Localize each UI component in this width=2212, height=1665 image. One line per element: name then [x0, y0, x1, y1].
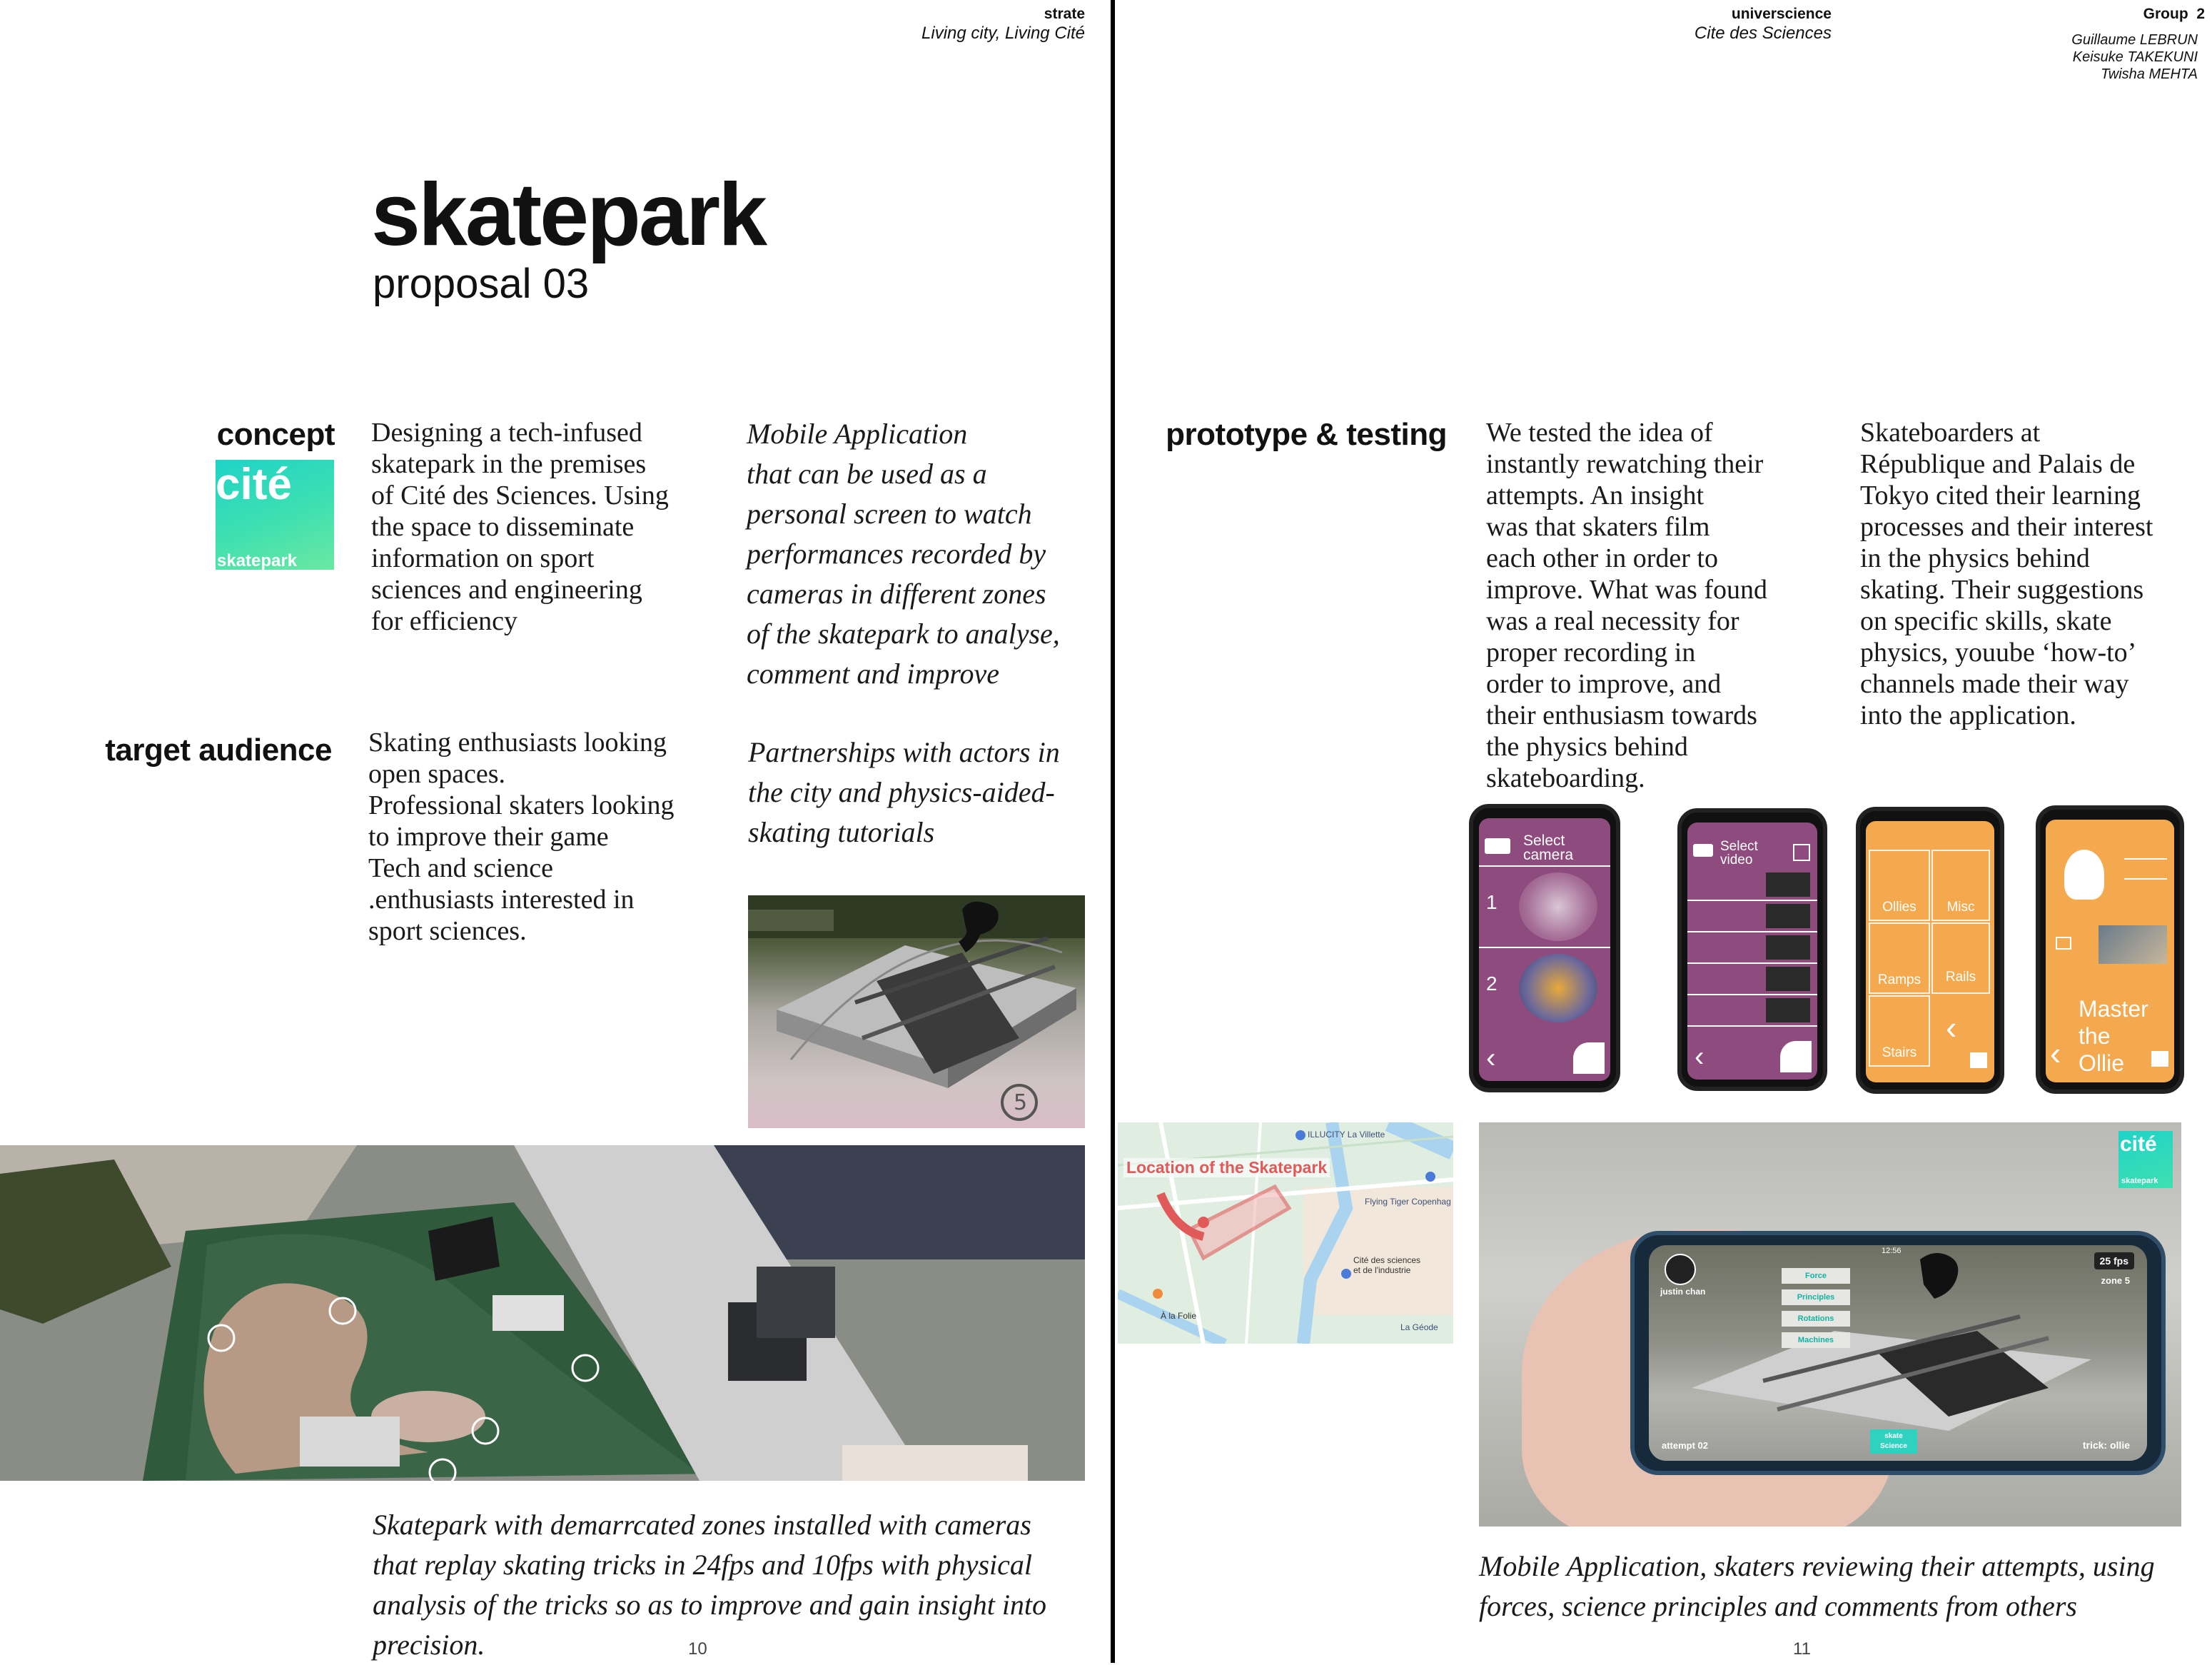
- physics-menu: [1782, 1268, 1850, 1348]
- big-heading-line: Master: [2079, 996, 2148, 1022]
- page-subtitle: proposal 03: [373, 261, 590, 307]
- attempt-label: attempt 02: [1662, 1440, 1709, 1451]
- concept-italic-line: performances recorded by: [747, 538, 1046, 570]
- play-icon[interactable]: [2056, 937, 2071, 950]
- camera-thumb: [1519, 872, 1597, 941]
- prototype-line: order to improve, and: [1486, 669, 1722, 699]
- group-label: Group 2: [2143, 6, 2205, 22]
- button-line: Science: [1880, 1442, 1907, 1450]
- camera-icon: [1693, 844, 1713, 857]
- skate-rail-render: [748, 895, 1085, 1128]
- audience-line: Skating enthusiasts looking: [368, 728, 667, 758]
- concept-line: information on sport: [371, 543, 595, 573]
- phone-select-camera: [1469, 804, 1620, 1092]
- app-scene-svg: [1649, 1245, 2138, 1452]
- prototype-line: was that skaters film: [1486, 512, 1710, 542]
- prototype-col1: [1486, 417, 1767, 794]
- camera-number: 1: [1486, 891, 1498, 913]
- app-caption-line: forces, science principles and comments from others: [1479, 1590, 2077, 1622]
- zone-label: zone 5: [2101, 1275, 2130, 1286]
- tile-label: Ollies: [1882, 900, 1916, 915]
- camera-icon: [1485, 838, 1510, 854]
- prototype-line: Tokyo cited their learning: [1860, 481, 2141, 510]
- trick-label: trick: ollie: [2082, 1439, 2130, 1451]
- concept-line: of Cité des Sciences. Using: [371, 481, 669, 510]
- skater-icon: [1573, 1042, 1605, 1074]
- page-number-right: 11: [1793, 1639, 1811, 1659]
- page-title: skatepark: [371, 166, 766, 264]
- skater-icon: [1780, 1041, 1812, 1072]
- video-line: [2124, 858, 2167, 860]
- prototype-line: processes and their interest: [1860, 512, 2153, 542]
- logo-sub: skatepark: [2121, 1177, 2158, 1185]
- map-title: Location of the Skatepark: [1123, 1158, 1330, 1177]
- page-number-left: 10: [688, 1639, 707, 1659]
- phone-title: [1523, 834, 1573, 862]
- back-chevron-icon[interactable]: ‹: [1695, 1041, 1705, 1072]
- tile-label: Misc: [1946, 900, 1975, 915]
- spread-divider: [1111, 0, 1115, 1663]
- concept-italic-line: of the skatepark to analyse,: [747, 618, 1060, 650]
- prototype-col2: [1860, 417, 2153, 731]
- prototype-line: was a real necessity for: [1486, 606, 1739, 636]
- map-label: et de l'industrie: [1353, 1265, 1411, 1275]
- prototype-line: channels made their way: [1860, 669, 2129, 699]
- concept-italic-line: personal screen to watch: [747, 498, 1032, 530]
- map-label: À la Folie: [1161, 1311, 1197, 1321]
- phone-screen: [1479, 818, 1610, 1081]
- audience-line: open spaces.: [368, 759, 506, 789]
- concept-italic-line: comment and improve: [747, 658, 999, 690]
- prototype-line: skating. Their suggestions: [1860, 575, 2144, 605]
- prototype-line: in the physics behind: [1860, 543, 2090, 573]
- left-header-org: strate: [1044, 6, 1085, 22]
- phone-screen: [1687, 823, 1817, 1080]
- menu-rotations[interactable]: Rotations: [1782, 1311, 1850, 1327]
- tile-ramps[interactable]: [1869, 922, 1930, 994]
- concept-italic-line: cameras in different zones: [747, 578, 1046, 610]
- tile-label: Stairs: [1882, 1045, 1917, 1060]
- concept-label: concept: [216, 417, 335, 452]
- prototype-line: their enthusiasm towards: [1486, 700, 1757, 730]
- tile-misc[interactable]: [1931, 850, 1990, 921]
- back-chevron-icon[interactable]: ‹: [2050, 1035, 2061, 1072]
- video-row[interactable]: [1687, 932, 1817, 964]
- prototype-line: physics, youube ‘how-to’: [1860, 638, 2137, 668]
- camera-number: 2: [1486, 972, 1498, 995]
- skatepark-aerial-render: [0, 1145, 1085, 1481]
- concept-line: Designing a tech-infused: [371, 418, 642, 448]
- prototype-line: improve. What was found: [1486, 575, 1767, 605]
- big-heading: [2079, 995, 2148, 1077]
- audience-line: to improve their game: [368, 822, 609, 852]
- concept-italic-line: that can be used as a: [747, 458, 987, 490]
- menu-force[interactable]: Force: [1782, 1268, 1850, 1284]
- audience-line: Professional skaters looking: [368, 790, 675, 820]
- partnership-line: Partnerships with actors in: [748, 736, 1060, 768]
- video-thumb: [1766, 872, 1810, 897]
- tile-ollies[interactable]: [1869, 850, 1930, 921]
- cite-skatepark-logo: [216, 460, 334, 570]
- big-heading-line: Ollie: [2079, 1050, 2125, 1076]
- phone-screen: [1866, 821, 1994, 1082]
- prototype-line: into the application.: [1860, 700, 2076, 730]
- concept-line: sciences and engineering: [371, 575, 642, 605]
- logo-word: cité: [216, 460, 292, 509]
- camera-option-1[interactable]: [1479, 865, 1610, 947]
- video-row[interactable]: [1687, 901, 1817, 932]
- member-name: Twisha MEHTA: [2101, 66, 2198, 82]
- rail-render-svg: [748, 895, 1085, 1128]
- aerial-render-svg: [0, 1145, 1085, 1481]
- prototype-line: each other in order to: [1486, 543, 1718, 573]
- prototype-line: on specific skills, skate: [1860, 606, 2112, 636]
- tile-label: Rails: [1945, 970, 1976, 985]
- phone-select-video: [1677, 808, 1827, 1091]
- app-caption: [1479, 1546, 2155, 1626]
- logo-badge-icon: [1970, 1052, 1987, 1068]
- logo-sub: skatepark: [217, 551, 298, 570]
- target-audience-label: target audience: [105, 733, 332, 768]
- svg-text:5: 5: [1014, 1090, 1028, 1115]
- prototype-line: proper recording in: [1486, 638, 1696, 668]
- phone-title-line: camera: [1523, 847, 1574, 863]
- user-name: justin chan: [1660, 1287, 1706, 1297]
- map-label: La Géode: [1400, 1322, 1438, 1332]
- tile-stairs[interactable]: [1869, 995, 1930, 1067]
- user-avatar[interactable]: [1665, 1254, 1696, 1285]
- video-thumb: [1766, 967, 1810, 991]
- render-caption-line: analysis of the tricks so as to improve and gain insight into: [373, 1589, 1047, 1621]
- video-thumb: [1766, 904, 1810, 928]
- render-caption-line: Skatepark with demarrcated zones installed with cameras: [373, 1509, 1031, 1541]
- video-line: [2124, 878, 2167, 880]
- map-label: ILLUCITY La Villette: [1308, 1130, 1385, 1140]
- video-thumb: [1766, 998, 1810, 1022]
- render-caption-line: precision.: [373, 1629, 485, 1661]
- tile-label: Ramps: [1877, 972, 1921, 987]
- audience-line: .enthusiasts interested in: [368, 885, 635, 915]
- camera-thumb: [1519, 954, 1597, 1022]
- button-line: skate: [1884, 1432, 1903, 1440]
- phone-master-ollie: [2036, 805, 2184, 1094]
- concept-line: for efficiency: [371, 606, 518, 636]
- phone-app-screen: [1649, 1245, 2147, 1461]
- left-header-project: Living city, Living Cité: [921, 24, 1085, 43]
- phone-screen: [2046, 820, 2174, 1082]
- video-list: [1687, 870, 1817, 1027]
- menu-principles[interactable]: Principles: [1782, 1289, 1850, 1305]
- calendar-icon: [1793, 844, 1810, 861]
- concept-italic-line: Mobile Application: [747, 418, 968, 450]
- cite-logo-small: [2118, 1131, 2173, 1188]
- logo-badge-icon: [2151, 1051, 2168, 1067]
- logo-word: cité: [2120, 1132, 2157, 1156]
- member-name: Guillaume LEBRUN: [2071, 32, 2198, 48]
- prototype-line: the physics behind: [1486, 732, 1688, 762]
- location-map: [1118, 1122, 1453, 1344]
- phone-trick-categories: [1856, 807, 2004, 1094]
- audience-line: Tech and science: [368, 853, 553, 883]
- phone-title-line: video: [1720, 852, 1753, 867]
- prototype-line: We tested the idea of: [1486, 418, 1713, 448]
- prototype-line: attempts. An insight: [1486, 481, 1705, 510]
- render-caption: [373, 1505, 1046, 1665]
- concept-line: the space to disseminate: [371, 512, 635, 542]
- group-members: [2071, 31, 2198, 83]
- prototype-line: République and Palais de: [1860, 449, 2136, 479]
- status-time: 12:56: [1882, 1247, 1902, 1255]
- prototype-line: Skateboarders at: [1860, 418, 2041, 448]
- right-header-sub: Cite des Sciences: [1694, 24, 1832, 43]
- app-caption-line: Mobile Application, skaters reviewing their attempts, using: [1479, 1550, 2155, 1582]
- video-thumb[interactable]: [2099, 925, 2167, 964]
- concept-line: skatepark in the premises: [371, 449, 647, 479]
- partnership-text: [748, 733, 1060, 852]
- phone-title: [1720, 840, 1758, 867]
- prototype-label: prototype & testing: [1166, 417, 1447, 452]
- member-name: Keisuke TAKEKUNI: [2072, 49, 2198, 65]
- right-header-org: universcience: [1731, 6, 1832, 22]
- tile-rails[interactable]: [1931, 922, 1990, 994]
- map-label: Flying Tiger Copenhag: [1365, 1197, 1451, 1207]
- phone-title-line: Select: [1523, 832, 1565, 849]
- skater-figure-icon: [2064, 850, 2104, 900]
- concept-text: [371, 417, 669, 637]
- prototype-line: instantly rewatching their: [1486, 449, 1764, 479]
- back-chevron-icon[interactable]: ‹: [1946, 1009, 1957, 1046]
- concept-app-text: [747, 414, 1060, 694]
- camera-option-2[interactable]: [1479, 947, 1610, 1028]
- menu-machines[interactable]: Machines: [1782, 1332, 1850, 1348]
- skate-science-button[interactable]: [1870, 1429, 1917, 1454]
- phone-title-line: Select: [1720, 839, 1758, 854]
- back-chevron-icon[interactable]: ‹: [1486, 1042, 1496, 1074]
- prototype-line: skateboarding.: [1486, 763, 1645, 793]
- video-row[interactable]: [1687, 964, 1817, 995]
- audience-line: sport sciences.: [368, 916, 527, 946]
- video-row[interactable]: [1687, 995, 1817, 1027]
- big-heading-line: the: [2079, 1023, 2111, 1049]
- photo-phone: [1630, 1231, 2166, 1475]
- video-thumb: [1766, 935, 1810, 960]
- render-caption-line: that replay skating tricks in 24fps and 10fps with physical: [373, 1549, 1033, 1581]
- audience-text: [368, 727, 675, 947]
- map-label: Cité des sciences: [1353, 1255, 1421, 1265]
- partnership-line: the city and physics-aided-: [748, 776, 1055, 808]
- partnership-line: skating tutorials: [748, 816, 935, 848]
- video-row[interactable]: [1687, 870, 1817, 901]
- hand-phone-photo: [1479, 1122, 2181, 1526]
- fps-badge[interactable]: 25 fps: [2094, 1252, 2134, 1269]
